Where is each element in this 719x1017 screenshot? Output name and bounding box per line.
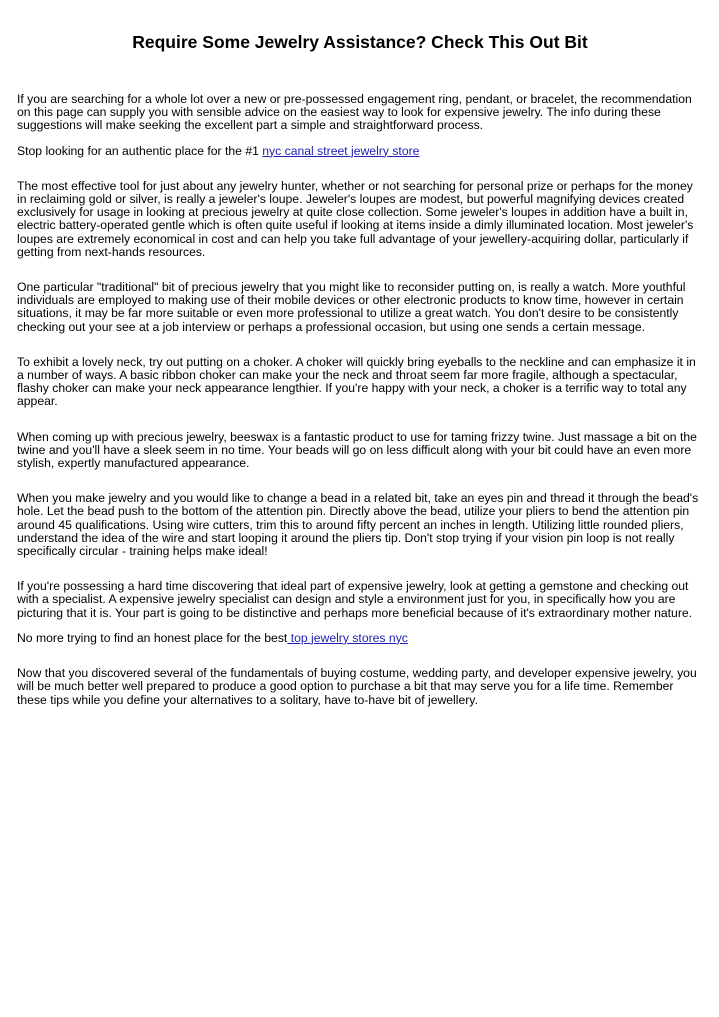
article-body: [17, 93, 703, 707]
paragraph-beeswax: When coming up with precious jewelry, beeswax is a fantastic product to use for taming frizzy twine. Just massage a bit on the twine and you'll have a sleek seem in no time. Your beads will go on less difficult along with your bit could have an even more stylish, expertly manufactured appearance.: [17, 429, 697, 471]
link-line-2: [17, 632, 703, 645]
paragraph-watch: One particular "traditional" bit of precious jewelry that you might like to reconsider putting on, is really a watch. More youthful individuals are employed to making use of their mobile devices or other electronic products to know time, however in certain situations, it may be far more suitable or even more professional to utilize a great watch. You don't desire to be consistently checking out your see at a job interview or perhaps a professional occasion, but using one sends a certain message.: [17, 280, 686, 334]
paragraph-intro: If you are searching for a whole lot over a new or pre-possessed engagement ring, pendant, or bracelet, the recommendation on this page can supply you with sensible advice on the easiest way to look for expensive jewelry. The info during these suggestions will make seeking the excellent part a simple and straightforward process.: [17, 92, 692, 133]
link-line-1-prefix: Stop looking for an authentic place for the #1: [17, 143, 263, 158]
paragraph-eye-pin: When you make jewelry and you would like to change a bead in a related bit, take an eyes pin and thread it through the bead's hole. Let the bead push to the bottom of the attention pin. Directly above the bead, utilize your pliers to bend the attention pin around 45 qualifications. Using wire cutters, trim this to around fifty percent an inches in length. Utilizing little rounded pliers, understand the idea of the wire and start looping it around the pliers tip. Don't stop trying if your vision pin loop is not really specifically circular - training helps make ideal!: [17, 491, 699, 559]
top-jewelry-stores-nyc-link[interactable]: top jewelry stores nyc: [287, 630, 408, 645]
link-line-1: [17, 145, 703, 158]
paragraph-choker: To exhibit a lovely neck, try out putting on a choker. A choker will quickly bring eyeballs to the neckline and can emphasize it in a number of ways. A basic ribbon choker can make your the neck and throat seem far more fragile, although a spectacular, flashy choker can make your neck appearance lengthier. If you're happy with your neck, a choker is a terrific way to total any appear.: [17, 354, 696, 409]
link-line-2-prefix: No more trying to find an honest place for the best: [17, 630, 288, 645]
paragraph-conclusion: Now that you discovered several of the fundamentals of buying costume, wedding party, and developer expensive jewelry, you will be much better well prepared to produce a good option to purchase a bit that may serve you for a life time. Remember these tips while you define your alternatives to a solitary, have to-have bit of jewellery.: [17, 666, 697, 707]
paragraph-loupe: The most effective tool for just about any jewelry hunter, whether or not searching for personal prize or perhaps for the money in reclaiming gold or silver, is really a jeweler's loupe. Jeweler's loupes are modest, but powerful magnifying devices created exclusively for usage in looking at precious jewelry at quite close collection. Some jeweler's loupes in addition have a built in, electric battery-operated gentle which is often quite useful if looking at items inside a dimly illuminated location. Most jeweler's loupes are extremely economical in cost and can help you take full advantage of your jewellery-acquiring dollar, particularly if getting from next-hands resources.: [17, 178, 694, 259]
nyc-canal-street-jewelry-store-link[interactable]: nyc canal street jewelry store: [262, 143, 420, 158]
page-title: Require Some Jewelry Assistance? Check This Out Bit: [132, 32, 588, 52]
paragraph-specialist: If you're possessing a hard time discovering that ideal part of expensive jewelry, look at getting a gemstone and checking out with a specialist. A expensive jewelry specialist can design and style a environment just for you, in specifically how you are picturing that it is. Your part is going to be distinctive and perhaps more beneficial because of it's extraordinary mother nature.: [17, 579, 693, 620]
